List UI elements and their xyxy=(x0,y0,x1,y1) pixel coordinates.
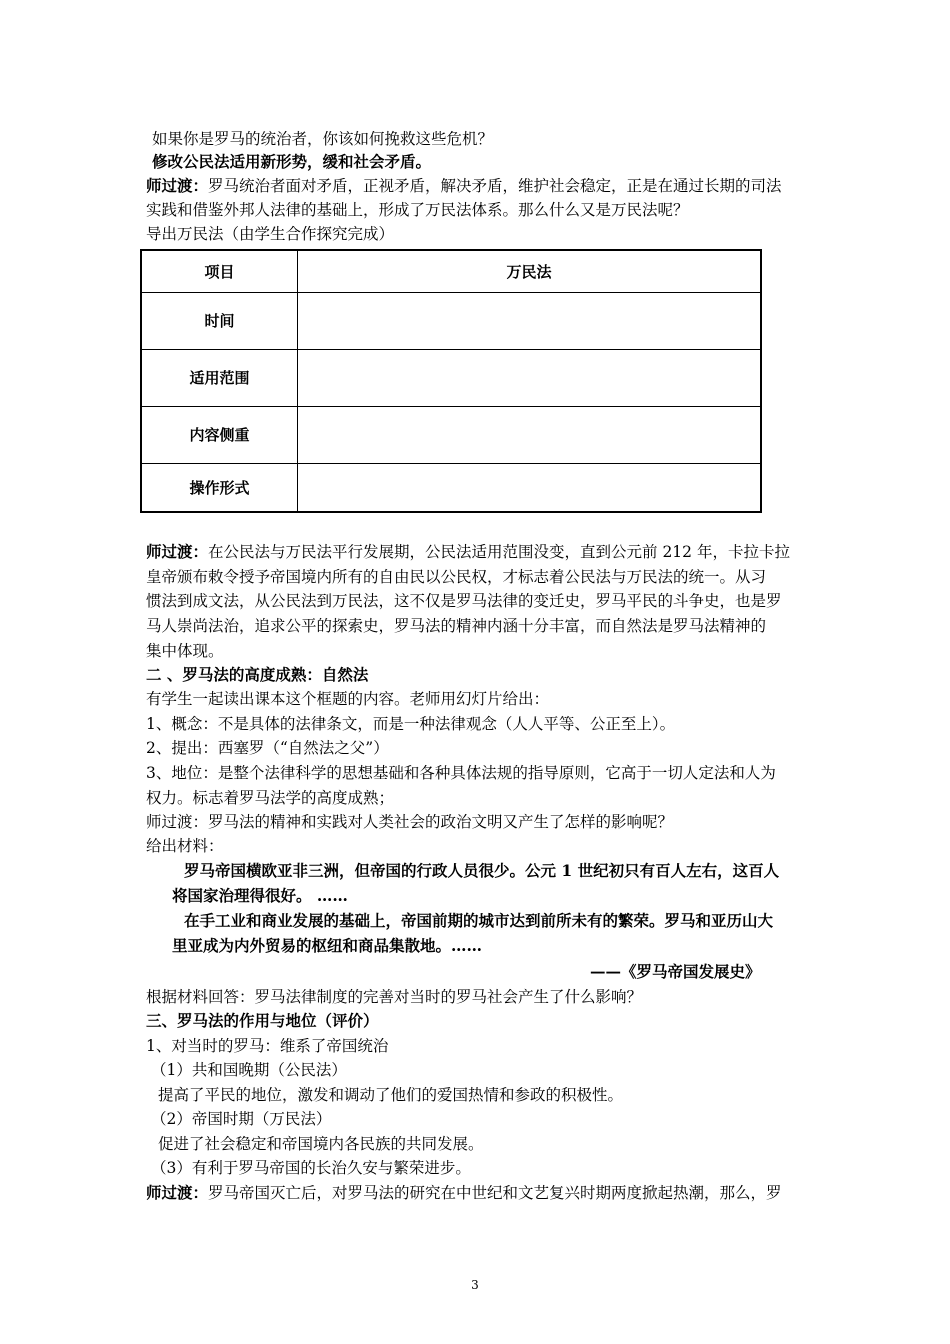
paragraph-line: 有学生一起读出课本这个框题的内容。老师用幻灯片给出： xyxy=(146,690,550,708)
table-header-row xyxy=(141,250,761,292)
table-row-label: 操作形式 xyxy=(141,463,298,512)
table-row xyxy=(141,292,761,349)
table-row-label: 适用范围 xyxy=(141,349,298,406)
table-row-value xyxy=(298,349,762,406)
transition-paragraph-line: 师过渡：罗马帝国灭亡后，对罗马法的研究在中世纪和文艺复兴时期两度掀起热潮，那么，罗 xyxy=(146,1183,782,1202)
material-quote-line: 罗马帝国横欧亚非三洲，但帝国的行政人员很少。公元 1 世纪初只有百人左右，这百人 xyxy=(184,861,780,880)
ius-gentium-table xyxy=(140,249,762,513)
sub-list-item: （1）共和国晚期（公民法） xyxy=(151,1061,347,1079)
list-item: 1、对当时的罗马：维系了帝国统治 xyxy=(146,1037,389,1055)
list-item: 1、概念：不是具体的法律条文，而是一种法律观念（人人平等、公正至上）。 xyxy=(146,715,676,733)
transition-paragraph-line: 师过渡：罗马统治者面对矛盾，正视矛盾，解决矛盾，维护社会稳定，正是在通过长期的司法 xyxy=(146,176,782,195)
table-intro-line: 导出万民法（由学生合作探究完成） xyxy=(146,225,395,243)
transition-line: 师过渡：罗马法的精神和实践对人类社会的政治文明又产生了怎样的影响呢？ xyxy=(146,813,674,831)
material-quote-line: 将国家治理得很好。 …… xyxy=(172,886,348,905)
transition-paragraph-line: 师过渡：在公民法与万民法平行发展期，公民法适用范围没变，直到公元前 212 年，卡拉卡拉 xyxy=(146,542,790,561)
paragraph-line: 促进了社会稳定和帝国境内各民族的共同发展。 xyxy=(158,1135,484,1153)
answer-line: 修改公民法适用新形势，缓和社会矛盾。 xyxy=(152,152,432,171)
list-item: 3、地位：是整个法律科学的思想基础和各种具体法规的指导原则，它高于一切人定法和人为 xyxy=(146,764,776,782)
list-item-continued: 权力。标志着罗马法学的高度成熟； xyxy=(146,789,395,807)
list-item: 2、提出：西塞罗（“自然法之父”） xyxy=(146,739,389,757)
table-row-value xyxy=(298,463,762,512)
paragraph-line: 皇帝颁布敕令授予帝国境内所有的自由民以公民权，才标志着公民法与万民法的统一。从习 xyxy=(146,568,767,586)
table-row xyxy=(141,406,761,463)
question-line: 如果你是罗马的统治者，你该如何挽救这些危机？ xyxy=(152,130,494,148)
section-heading-evaluation: 三、罗马法的作用与地位（评价） xyxy=(146,1011,379,1030)
section-heading-natural-law: 二 、罗马法的高度成熟：自然法 xyxy=(146,665,369,684)
table-header-item: 项目 xyxy=(141,250,298,292)
paragraph-line: 实践和借鉴外邦人法律的基础上，形成了万民法体系。那么什么又是万民法呢？ xyxy=(146,201,689,219)
material-source: ——《罗马帝国发展史》 xyxy=(590,962,761,981)
material-intro-line: 给出材料： xyxy=(146,837,224,855)
sub-list-item: （3）有利于罗马帝国的长治久安与繁荣进步。 xyxy=(151,1159,471,1177)
table-row-label: 时间 xyxy=(141,292,298,349)
paragraph-line: 惯法到成文法，从公民法到万民法，这不仅是罗马法律的变迁史，罗马平民的斗争史，也是罗 xyxy=(146,592,782,610)
material-quote-line: 里亚成为内外贸易的枢纽和商品集散地。…… xyxy=(172,936,483,955)
table-row-value xyxy=(298,292,762,349)
paragraph-line: 集中体现。 xyxy=(146,642,224,660)
table-header-ius-gentium: 万民法 xyxy=(298,250,762,292)
table-row xyxy=(141,463,761,512)
paragraph-line: 提高了平民的地位，激发和调动了他们的爱国热情和参政的积极性。 xyxy=(158,1086,624,1104)
page-number: 3 xyxy=(471,1278,479,1292)
table-row xyxy=(141,349,761,406)
table-row-label: 内容侧重 xyxy=(141,406,298,463)
question-line: 根据材料回答：罗马法律制度的完善对当时的罗马社会产生了什么影响？ xyxy=(146,988,643,1006)
sub-list-item: （2）帝国时期（万民法） xyxy=(151,1110,332,1128)
material-quote-line: 在手工业和商业发展的基础上，帝国前期的城市达到前所未有的繁荣。罗马和亚历山大 xyxy=(184,911,774,930)
paragraph-line: 马人崇尚法治，追求公平的探索史，罗马法的精神内涵十分丰富，而自然法是罗马法精神的 xyxy=(146,617,767,635)
table-row-value xyxy=(298,406,762,463)
